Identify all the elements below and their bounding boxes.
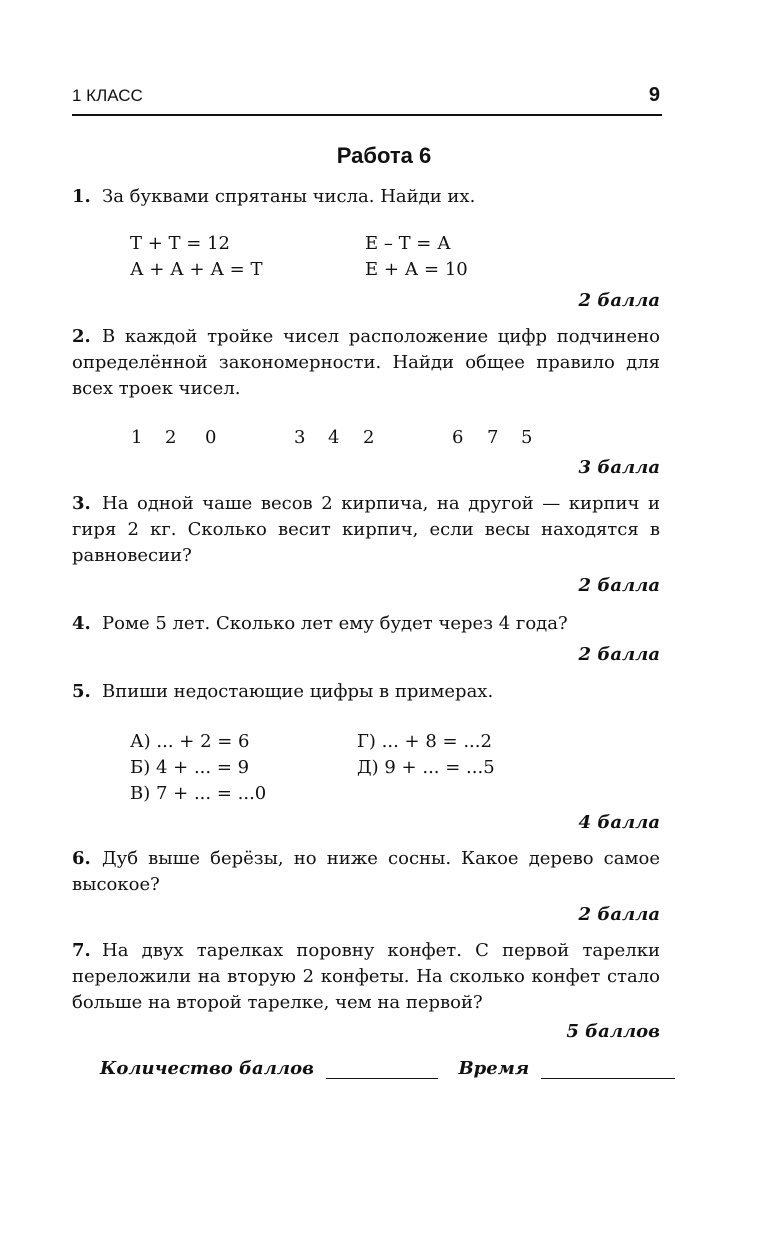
task-number: 7.	[72, 940, 91, 961]
triple-digit: 6	[452, 427, 464, 448]
triple-digit: 1	[131, 427, 143, 448]
page-header	[72, 84, 662, 116]
task-score: 3 балла	[578, 457, 660, 478]
task-score: 2 балла	[578, 290, 660, 311]
triple-digit: 2	[165, 427, 177, 448]
task-3	[72, 491, 660, 569]
score-footer	[100, 1058, 675, 1079]
task-7	[72, 938, 660, 1016]
task-5	[72, 679, 660, 705]
task-2	[72, 324, 660, 402]
task-number: 4.	[72, 613, 91, 634]
example: А) ... + 2 = 6	[130, 731, 250, 752]
task-score: 2 балла	[578, 575, 660, 596]
task-text: Впиши недостающие цифры в примерах.	[102, 681, 494, 702]
task-4	[72, 611, 660, 637]
example: Г) ... + 8 = ...2	[357, 731, 492, 752]
triple-digit: 2	[363, 427, 375, 448]
equation: Т + Т = 12	[130, 233, 230, 254]
page-title: Работа 6	[336, 143, 432, 168]
task-text: Дуб выше берёзы, но ниже сосны. Какое дерево самое высокое?	[72, 848, 660, 895]
task-score: 2 балла	[578, 904, 660, 925]
task-text: Роме 5 лет. Сколько лет ему будет через 4 года?	[102, 613, 568, 634]
example: В) 7 + ... = ...0	[130, 783, 267, 804]
time-label: Время	[458, 1058, 530, 1079]
task-score: 2 балла	[578, 644, 660, 665]
task-text: За буквами спрятаны числа. Найди их.	[102, 186, 476, 207]
task-number: 1.	[72, 186, 91, 207]
triple-digit: 3	[294, 427, 306, 448]
equation: Е – Т = А	[365, 233, 451, 254]
triple-digit: 7	[487, 427, 499, 448]
task-1	[72, 184, 660, 210]
triple-digit: 4	[328, 427, 340, 448]
example: Д) 9 + ... = ...5	[357, 757, 495, 778]
score-label: Количество баллов	[100, 1058, 314, 1079]
task-score: 4 балла	[578, 812, 660, 833]
task-number: 6.	[72, 848, 91, 869]
grade-label: 1 КЛАСС	[72, 86, 143, 105]
task-number: 3.	[72, 493, 91, 514]
page-number: 9	[648, 84, 660, 106]
triple-digit: 0	[205, 427, 217, 448]
equation: Е + А = 10	[365, 259, 468, 280]
task-text: На двух тарелках поровну конфет. С первой тарелки переложили на вторую 2 конфеты. На сколько конфет стало больше на второй тарелке, чем на первой?	[72, 940, 660, 1013]
task-score: 5 баллов	[566, 1021, 660, 1042]
triple-digit: 5	[521, 427, 533, 448]
task-number: 5.	[72, 681, 91, 702]
task-6	[72, 846, 660, 898]
example: Б) 4 + ... = 9	[130, 757, 250, 778]
time-blank-line	[541, 1060, 675, 1079]
task-text: На одной чаше весов 2 кирпича, на другой — кирпич и гиря 2 кг. Сколько весит кирпич, если весы находятся в равновесии?	[72, 493, 660, 566]
equation: А + А + А = Т	[130, 259, 263, 280]
score-blank-line	[326, 1060, 438, 1079]
task-number: 2.	[72, 326, 91, 347]
task-text: В каждой тройке чисел расположение цифр подчинено определённой закономерности. Найди общее правило для всех троек чисел.	[72, 326, 660, 399]
